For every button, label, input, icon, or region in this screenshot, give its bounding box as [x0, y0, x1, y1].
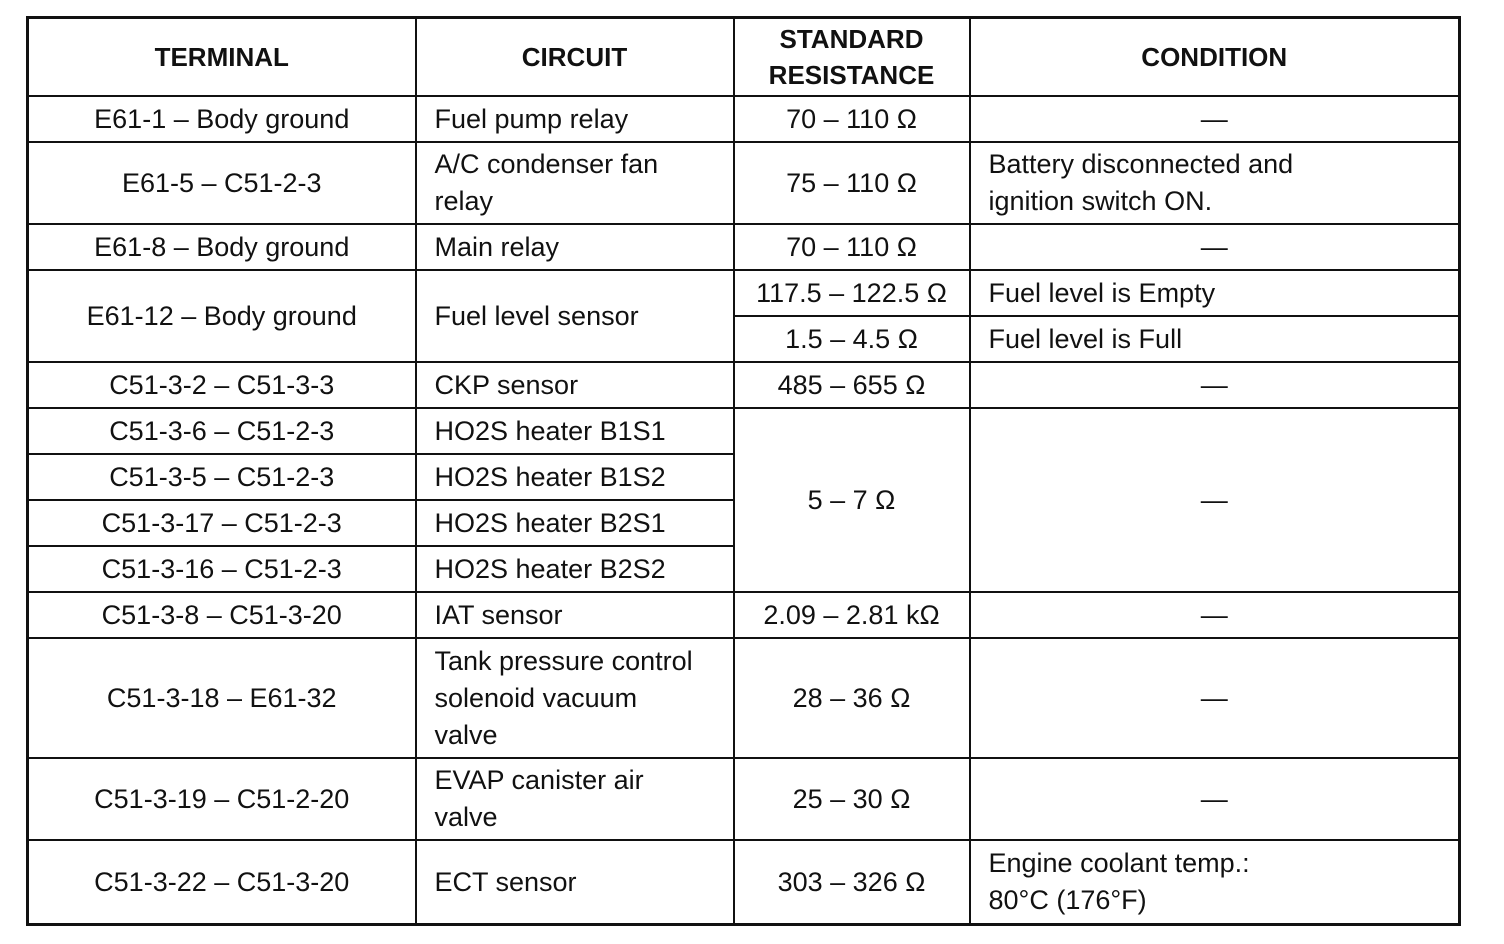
- header-condition: CONDITION: [970, 18, 1460, 97]
- circuit-line: A/C condenser fan: [434, 149, 659, 179]
- condition-cell: Fuel level is Full: [970, 316, 1460, 362]
- terminal-cell: C51-3-6 – C51-2-3: [28, 408, 416, 454]
- circuit-cell: Fuel pump relay: [416, 96, 734, 142]
- table-row: [28, 758, 1460, 840]
- circuit-cell: Fuel level sensor: [416, 270, 734, 362]
- resistance-cell: 75 – 110 Ω: [734, 142, 970, 224]
- table-row: [28, 592, 1460, 638]
- circuit-line: relay: [434, 186, 494, 216]
- terminal-cell: C51-3-8 – C51-3-20: [28, 592, 416, 638]
- resistance-cell: 303 – 326 Ω: [734, 840, 970, 925]
- resistance-cell: 117.5 – 122.5 Ω: [734, 270, 970, 316]
- condition-cell: —: [970, 96, 1460, 142]
- terminal-cell: E61-12 – Body ground: [28, 270, 416, 362]
- resistance-cell: 5 – 7 Ω: [734, 408, 970, 592]
- condition-line: Engine coolant temp.:: [988, 848, 1250, 878]
- resistance-cell: 1.5 – 4.5 Ω: [734, 316, 970, 362]
- circuit-cell: CKP sensor: [416, 362, 734, 408]
- circuit-cell: Main relay: [416, 224, 734, 270]
- resistance-cell: 25 – 30 Ω: [734, 758, 970, 840]
- circuit-line: valve: [434, 719, 498, 750]
- resistance-cell: 2.09 – 2.81 kΩ: [734, 592, 970, 638]
- circuit-cell: HO2S heater B1S2: [416, 454, 734, 500]
- circuit-cell: IAT sensor: [416, 592, 734, 638]
- condition-line: ignition switch ON.: [988, 186, 1213, 216]
- circuit-line: Tank pressure control: [434, 645, 693, 676]
- condition-cell: —: [970, 224, 1460, 270]
- table-row: [28, 638, 1460, 758]
- condition-cell: —: [970, 362, 1460, 408]
- table-row: [28, 840, 1460, 925]
- circuit-cell: HO2S heater B2S2: [416, 546, 734, 592]
- table-row: [28, 96, 1460, 142]
- resistance-cell: 485 – 655 Ω: [734, 362, 970, 408]
- header-standard-resistance-line2: RESISTANCE: [768, 60, 935, 90]
- circuit-cell: ECT sensor: [416, 840, 734, 925]
- circuit-cell: HO2S heater B2S1: [416, 500, 734, 546]
- circuit-line: valve: [434, 802, 498, 832]
- condition-cell: [970, 142, 1460, 224]
- circuit-cell: [416, 142, 734, 224]
- circuit-line: EVAP canister air: [434, 765, 644, 795]
- resistance-cell: 28 – 36 Ω: [734, 638, 970, 758]
- condition-cell: Fuel level is Empty: [970, 270, 1460, 316]
- terminal-cell: C51-3-16 – C51-2-3: [28, 546, 416, 592]
- resistance-spec-table: [26, 16, 1461, 926]
- condition-line: 80°C (176°F): [988, 885, 1147, 915]
- condition-cell: —: [970, 758, 1460, 840]
- table-row: [28, 142, 1460, 224]
- condition-line: Battery disconnected and: [988, 149, 1294, 179]
- header-circuit: CIRCUIT: [416, 18, 734, 97]
- condition-cell: [970, 840, 1460, 925]
- circuit-cell: [416, 758, 734, 840]
- header-standard-resistance: [734, 18, 970, 97]
- table-row: [28, 224, 1460, 270]
- resistance-cell: 70 – 110 Ω: [734, 224, 970, 270]
- circuit-line: solenoid vacuum: [434, 682, 638, 713]
- circuit-cell: HO2S heater B1S1: [416, 408, 734, 454]
- header-standard-resistance-line1: STANDARD: [779, 24, 924, 54]
- terminal-cell: E61-8 – Body ground: [28, 224, 416, 270]
- table-row: [28, 408, 1460, 454]
- condition-cell: —: [970, 408, 1460, 592]
- terminal-cell: C51-3-18 – E61-32: [28, 638, 416, 758]
- condition-cell: —: [970, 638, 1460, 758]
- table-row: [28, 362, 1460, 408]
- terminal-cell: E61-5 – C51-2-3: [28, 142, 416, 224]
- terminal-cell: C51-3-5 – C51-2-3: [28, 454, 416, 500]
- condition-cell: —: [970, 592, 1460, 638]
- terminal-cell: C51-3-19 – C51-2-20: [28, 758, 416, 840]
- resistance-cell: 70 – 110 Ω: [734, 96, 970, 142]
- terminal-cell: C51-3-22 – C51-3-20: [28, 840, 416, 925]
- terminal-cell: C51-3-17 – C51-2-3: [28, 500, 416, 546]
- table-row: [28, 270, 1460, 316]
- header-row: [28, 18, 1460, 97]
- terminal-cell: E61-1 – Body ground: [28, 96, 416, 142]
- header-terminal: TERMINAL: [28, 18, 416, 97]
- circuit-cell: [416, 638, 734, 758]
- terminal-cell: C51-3-2 – C51-3-3: [28, 362, 416, 408]
